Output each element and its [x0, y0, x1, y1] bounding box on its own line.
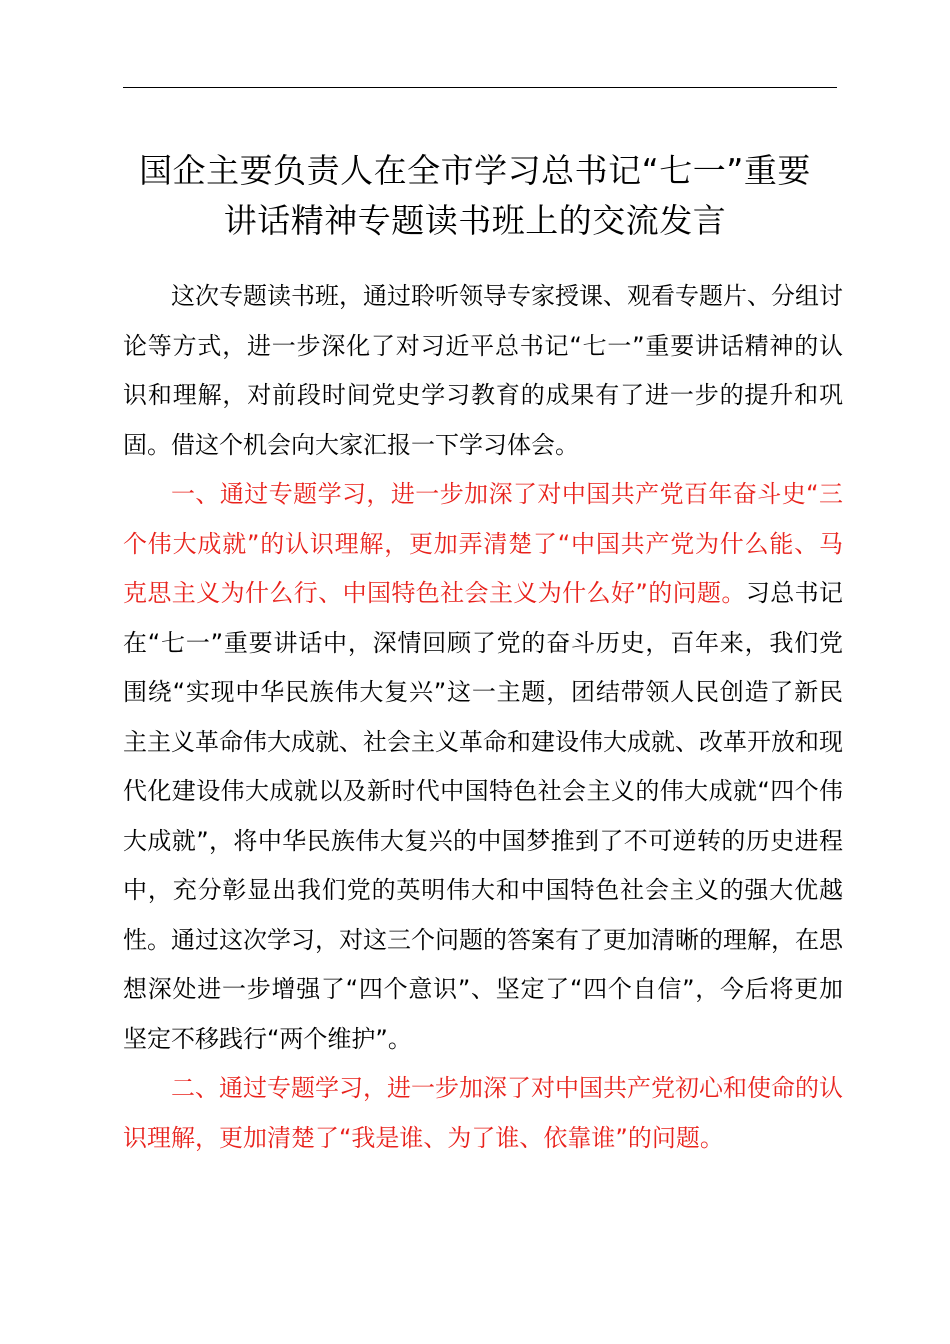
- section-2-heading: 二、通过专题学习，进一步加深了对中国共产党初心和使命的认识理解，更加清楚了“我是谁、为了谁、依靠谁”的问题。: [123, 1074, 843, 1152]
- intro-paragraph: 这次专题读书班，通过聆听领导专家授课、观看专题片、分组讨论等方式，进一步深化了对习近平总书记“七一”重要讲话精神的认识和理解，对前段时间党史学习教育的成果有了进一步的提升和巩固。借这个机会向大家汇报一下学习体会。: [123, 282, 843, 459]
- section-2-paragraph: [123, 1064, 843, 1163]
- document-body: [123, 272, 843, 1163]
- document-title: [100, 146, 850, 246]
- header-rule: [123, 87, 837, 88]
- section-1-heading: 一、通过专题学习，进一步加深了对中国共产党百年奋斗史“三个伟大成就”的认识理解，更加弄清楚了“中国共产党为什么能、马克思主义为什么行、中国特色社会主义为什么好”的问题。: [123, 480, 843, 607]
- section-1-body: 习总书记在“七一”重要讲话中，深情回顾了党的奋斗历史，百年来，我们党围绕“实现中华民族伟大复兴”这一主题，团结带领人民创造了新民主主义革命伟大成就、社会主义革命和建设伟大成就、改革开放和现代化建设伟大成就以及新时代中国特色社会主义的伟大成就“四个伟大成就”，将中华民族伟大复兴的中国梦推到了不可逆转的历史进程中，充分彰显出我们党的英明伟大和中国特色社会主义的强大优越性。通过这次学习，对这三个问题的答案有了更加清晰的理解，在思想深处进一步增强了“四个意识”、坚定了“四个自信”，今后将更加坚定不移践行“两个维护”。: [123, 579, 844, 1053]
- title-line-2: 讲话精神专题读书班上的交流发言: [223, 201, 727, 240]
- title-line-1: 国企主要负责人在全市学习总书记“七一”重要: [139, 151, 811, 190]
- section-1-paragraph: [123, 470, 843, 1064]
